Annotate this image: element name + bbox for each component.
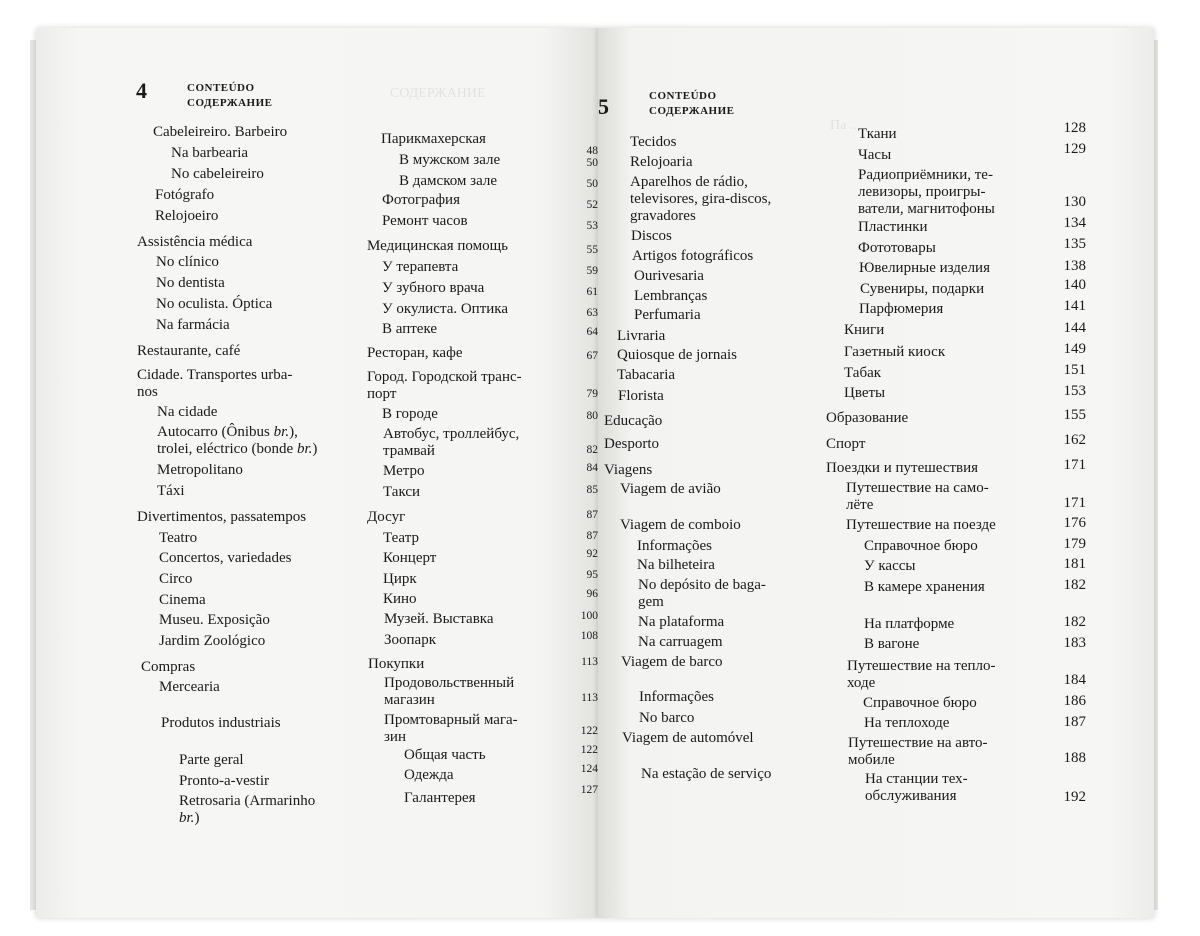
page-ref: 155: [1063, 407, 1086, 423]
entry-portuguese: Retrosaria (Armarinho: [179, 793, 316, 809]
page-ref: 138: [1063, 258, 1086, 274]
page-ref: 85: [586, 484, 598, 496]
entry-russian: Путешествие на тепло-: [847, 658, 996, 674]
page-ref: 151: [1063, 362, 1086, 378]
entry-russian: Одежда: [404, 767, 454, 783]
entry-russian: Книги: [844, 322, 885, 338]
show-through-text: СОДЕРЖАНИЕ: [390, 86, 486, 101]
entry-portuguese: Táxi: [157, 483, 185, 499]
entry-portuguese: Na estação de serviço: [641, 766, 772, 782]
page-ref: 141: [1063, 298, 1086, 314]
entry-russian: Такси: [383, 484, 421, 500]
entry-russian: Образование: [826, 410, 909, 426]
left-page: [36, 28, 598, 918]
entry-russian: Табак: [844, 365, 882, 381]
page-ref: 182: [1063, 577, 1086, 593]
entry-russian-cont: ходе: [847, 675, 876, 691]
page-ref: 129: [1063, 141, 1086, 157]
page-ref: 53: [586, 220, 598, 232]
page-ref: 192: [1063, 789, 1086, 805]
entry-russian: Часы: [858, 147, 892, 163]
entry-portuguese: Cinema: [159, 592, 206, 608]
entry-russian: Пластинки: [858, 219, 928, 235]
entry-russian: Досуг: [367, 509, 406, 525]
entry-portuguese: No dentista: [156, 275, 225, 291]
entry-russian: В мужском зале: [399, 152, 501, 168]
page-ref: 48: [586, 145, 598, 157]
entry-russian: В аптеке: [382, 321, 438, 337]
entry-russian: Справочное бюро: [863, 695, 977, 711]
entry-russian: Справочное бюро: [864, 538, 978, 554]
page-ref: 149: [1063, 341, 1086, 357]
page-ref: 80: [586, 410, 598, 422]
page-ref: 113: [581, 656, 598, 668]
entry-russian: Промтоварный мага-: [384, 712, 518, 728]
page-ref: 63: [586, 307, 598, 319]
entry-portuguese: Quiosque de jornais: [617, 347, 737, 363]
entry-russian: Покупки: [368, 656, 425, 672]
entry-portuguese: Na barbearia: [171, 145, 249, 161]
entry-russian-cont: зин: [384, 729, 406, 745]
page-ref: 162: [1063, 432, 1086, 448]
entry-portuguese: Informações: [637, 538, 712, 554]
header-portuguese: CONTEÚDO: [649, 90, 717, 102]
entry-portuguese: Concertos, variedades: [159, 550, 292, 566]
entry-russian: У кассы: [864, 558, 916, 574]
entry-russian: Ткани: [858, 126, 897, 142]
entry-russian: Цветы: [844, 385, 886, 401]
page-ref: 50: [586, 157, 598, 169]
entry-portuguese-cont: televisores, gira-discos,: [630, 191, 772, 207]
page-ref: 95: [586, 569, 598, 581]
entry-portuguese: Viagem de avião: [620, 481, 721, 497]
entry-russian: В вагоне: [864, 636, 920, 652]
page-ref: 64: [586, 326, 598, 338]
entry-russian-cont: ватели, магнитофоны: [858, 201, 995, 217]
entry-russian-cont: обслуживания: [865, 788, 957, 804]
page-ref: 61: [586, 286, 598, 298]
entry-russian: В дамском зале: [399, 173, 498, 189]
entry-russian: Парфюмерия: [859, 301, 944, 317]
entry-russian: Газетный киоск: [844, 344, 946, 360]
page-ref: 144: [1063, 320, 1086, 336]
page-ref: 128: [1063, 120, 1086, 136]
entry-russian-cont: левизоры, проигры-: [858, 184, 986, 200]
entry-russian: На платформе: [864, 616, 955, 632]
entry-russian: На станции тех-: [865, 771, 968, 787]
page-ref: 188: [1063, 750, 1086, 766]
page-ref: 135: [1063, 236, 1086, 252]
entry-portuguese: Tecidos: [630, 134, 677, 150]
page-ref: 130: [1063, 194, 1086, 210]
entry-russian: Ремонт часов: [382, 213, 468, 229]
entry-russian: Галантерея: [404, 790, 476, 806]
entry-russian: Путешествие на авто-: [848, 735, 988, 751]
page-ref: 59: [586, 265, 598, 277]
entry-portuguese: Jardim Zoológico: [159, 633, 266, 649]
page-ref: 122: [580, 744, 598, 756]
page-ref: 87: [586, 509, 598, 521]
entry-russian-cont: лёте: [846, 497, 874, 513]
page-ref: 55: [586, 244, 598, 256]
entry-portuguese: No barco: [639, 710, 695, 726]
entry-russian: Спорт: [826, 436, 866, 452]
header-russian: СОДЕРЖАНИЕ: [187, 97, 273, 109]
entry-portuguese: Autocarro (Ônibus br.),: [157, 424, 298, 440]
entry-russian: Фототовары: [858, 240, 936, 256]
entry-russian: У зубного врача: [382, 280, 485, 296]
page-ref: 122: [580, 725, 598, 737]
entry-portuguese: Pronto-a-vestir: [179, 773, 269, 789]
entry-russian: Метро: [383, 463, 425, 479]
entry-portuguese-cont: nos: [137, 384, 158, 400]
page-ref: 153: [1063, 383, 1086, 399]
page-ref: 176: [1063, 515, 1086, 531]
entry-russian: Общая часть: [404, 747, 486, 763]
entry-russian: Концерт: [383, 550, 437, 566]
entry-russian: Продовольственный: [384, 675, 515, 691]
entry-portuguese-cont: trolei, eléctrico (bonde br.): [157, 441, 318, 457]
page-ref: 182: [1063, 614, 1086, 630]
entry-russian: У окулиста. Оптика: [382, 301, 509, 317]
entry-russian: Фотография: [382, 192, 460, 208]
page-ref: 127: [580, 784, 598, 796]
page-ref: 87: [586, 530, 598, 542]
entry-portuguese: Restaurante, café: [137, 343, 241, 359]
entry-russian: Парикмахерская: [381, 131, 486, 147]
page-ref: 134: [1063, 215, 1086, 231]
entry-portuguese: Desporto: [604, 436, 659, 452]
page-ref: 181: [1063, 556, 1086, 572]
page-ref: 67: [586, 350, 598, 362]
entry-portuguese: Mercearia: [159, 679, 220, 695]
entry-portuguese: Na cidade: [157, 404, 218, 420]
entry-portuguese: Na carruagem: [638, 634, 723, 650]
header-russian: СОДЕРЖАНИЕ: [649, 105, 735, 117]
entry-portuguese: Florista: [618, 388, 664, 404]
entry-russian-cont: трамвай: [383, 443, 435, 459]
entry-russian: Поездки и путешествия: [826, 460, 979, 476]
entry-portuguese: Parte geral: [179, 752, 244, 768]
entry-portuguese: Artigos fotográficos: [632, 248, 754, 264]
entry-portuguese: Produtos industriais: [161, 715, 281, 731]
page-number: 5: [598, 94, 609, 119]
entry-portuguese: Viagens: [604, 462, 653, 478]
entry-portuguese: Discos: [631, 228, 672, 244]
entry-portuguese: Lembranças: [634, 288, 708, 304]
entry-portuguese: Cabeleireiro. Barbeiro: [153, 124, 288, 140]
entry-russian: Ресторан, кафе: [367, 345, 463, 361]
entry-russian: У терапевта: [382, 259, 459, 275]
entry-portuguese: Circo: [159, 571, 193, 587]
page-ref: 52: [586, 199, 598, 211]
entry-russian: Город. Городской транс-: [367, 369, 522, 385]
entry-portuguese: No cabeleireiro: [171, 166, 264, 182]
header-portuguese: CONTEÚDO: [187, 82, 255, 94]
entry-russian: Радиоприёмники, те-: [858, 167, 993, 183]
entry-portuguese: Ourivesaria: [634, 268, 704, 284]
entry-portuguese: Educação: [604, 413, 663, 429]
page-ref: 50: [586, 178, 598, 190]
entry-portuguese: Relojoeiro: [155, 208, 219, 224]
entry-russian-cont: порт: [367, 386, 397, 402]
page-number: 4: [136, 78, 147, 103]
entry-portuguese-cont: br.): [179, 810, 200, 826]
entry-portuguese: Cidade. Transportes urba-: [137, 367, 293, 383]
entry-russian: Автобус, троллейбус,: [383, 426, 520, 442]
entry-portuguese: No oculista. Óptica: [156, 296, 273, 312]
entry-russian: Путешествие на поезде: [846, 517, 996, 533]
show-through-text: Па ...: [830, 118, 861, 133]
page-ref: 82: [586, 444, 598, 456]
page-ref: 179: [1063, 536, 1086, 552]
entry-russian: Сувениры, подарки: [860, 281, 985, 297]
entry-russian-cont: магазин: [384, 692, 435, 708]
page-ref: 186: [1063, 693, 1086, 709]
page-ref: 183: [1063, 635, 1086, 651]
entry-russian: Музей. Выставка: [384, 611, 494, 627]
page-ref: 171: [1063, 457, 1086, 473]
entry-portuguese: Viagem de comboio: [620, 517, 741, 533]
entry-russian: Зоопарк: [384, 632, 436, 648]
entry-russian: Медицинская помощь: [367, 238, 508, 254]
page-ref: 187: [1063, 714, 1086, 730]
entry-russian: В камере хранения: [864, 579, 985, 595]
page-ref: 108: [580, 630, 598, 642]
page-ref: 96: [586, 588, 598, 600]
entry-portuguese: Perfumaria: [634, 307, 701, 323]
page-ref: 124: [580, 763, 598, 775]
entry-portuguese: Na farmácia: [156, 317, 230, 333]
page-ref: 140: [1063, 277, 1086, 293]
entry-russian: В городе: [382, 406, 438, 422]
page-ref: 79: [586, 388, 598, 400]
entry-russian: На теплоходе: [864, 715, 950, 731]
entry-portuguese: Na plataforma: [638, 614, 725, 630]
entry-portuguese: Assistência médica: [137, 234, 253, 250]
entry-portuguese: Na bilheteira: [637, 557, 715, 573]
entry-portuguese-cont: gravadores: [630, 208, 696, 224]
entry-portuguese: No clínico: [156, 254, 219, 270]
entry-portuguese: Teatro: [159, 530, 198, 546]
entry-portuguese: Relojoaria: [630, 154, 693, 170]
entry-portuguese: Viagem de barco: [621, 654, 723, 670]
entry-russian: Ювелирные изделия: [859, 260, 990, 276]
page-ref: 100: [580, 610, 598, 622]
entry-russian: Кино: [383, 591, 417, 607]
entry-portuguese: No depósito de baga-: [638, 577, 766, 593]
page-ref: 171: [1063, 495, 1086, 511]
page-ref: 84: [586, 462, 598, 474]
page-ref: 92: [586, 548, 598, 560]
entry-portuguese: Divertimentos, passatempos: [137, 509, 307, 525]
entry-portuguese: Tabacaria: [617, 367, 676, 383]
page-ref: 113: [581, 692, 598, 704]
entry-portuguese: Livraria: [617, 328, 666, 344]
entry-russian-cont: мобиле: [848, 752, 895, 768]
entry-portuguese: Fotógrafo: [155, 187, 215, 203]
entry-portuguese: Museu. Exposição: [159, 612, 270, 628]
entry-russian: Цирк: [383, 571, 417, 587]
entry-portuguese: Compras: [141, 659, 196, 675]
entry-russian: Путешествие на само-: [846, 480, 989, 496]
entry-russian: Театр: [383, 530, 419, 546]
entry-portuguese: Viagem de automóvel: [622, 730, 754, 746]
page-ref: 184: [1063, 672, 1086, 688]
entry-portuguese: Aparelhos de rádio,: [630, 174, 748, 190]
entry-portuguese: Informações: [639, 689, 714, 705]
entry-portuguese: Metropolitano: [157, 462, 243, 478]
entry-portuguese-cont: gem: [638, 594, 664, 610]
